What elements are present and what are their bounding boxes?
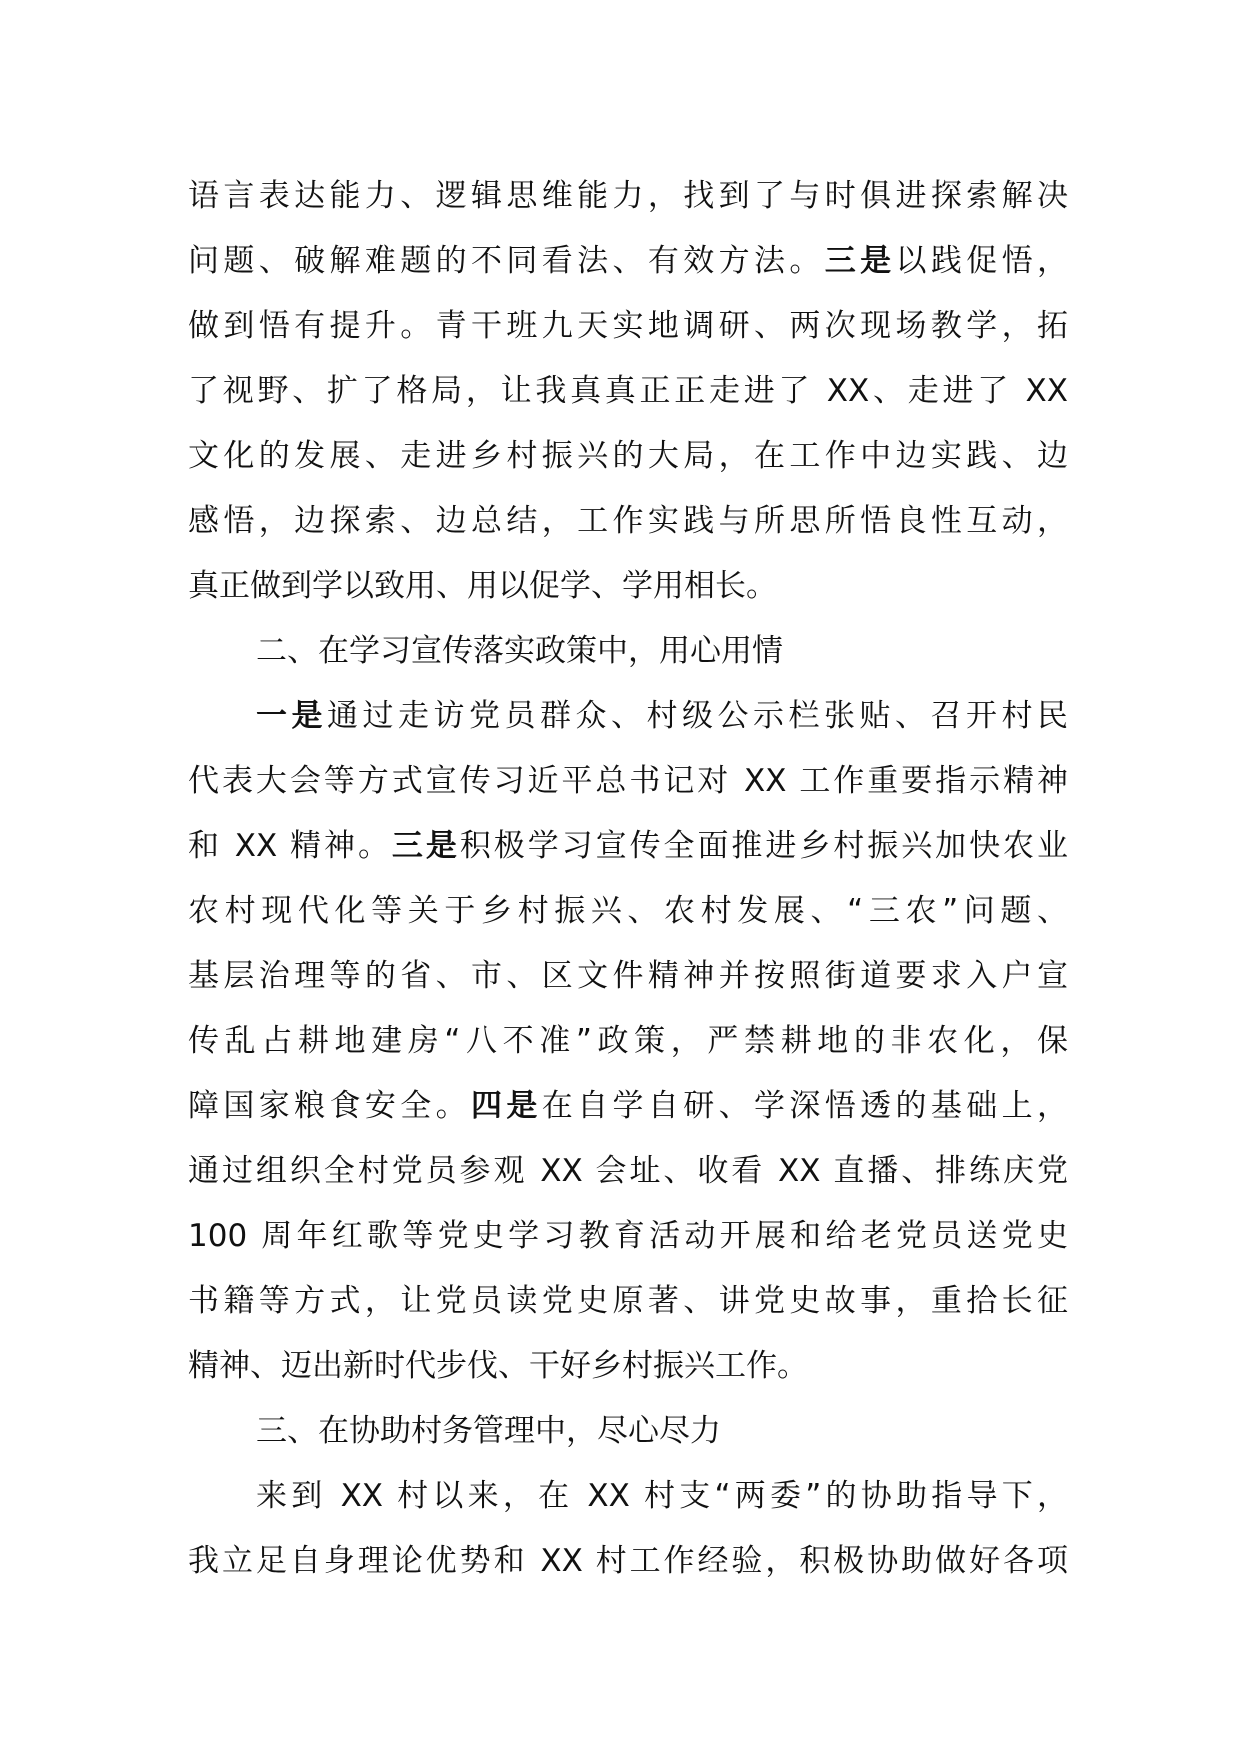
text-run: 传乱占耕地建房“八不准”政策，严禁耕地的非农化，保 xyxy=(188,1023,1068,1059)
text-run: 通过走访党员群众、村级公示栏张贴、召开村民 xyxy=(327,698,1068,734)
text-run: 我立足自身理论优势和 XX 村工作经验，积极协助做好各项 xyxy=(188,1543,1068,1579)
text-line xyxy=(188,359,1068,424)
text-run: 和 XX 精神。 xyxy=(188,828,392,864)
bold-lead-phrase: 三是 xyxy=(391,828,460,864)
text-line xyxy=(188,1139,1068,1204)
text-run: 了视野、扩了格局，让我真真正正走进了 XX、走进了 XX xyxy=(188,373,1068,409)
bold-lead-phrase: 三是 xyxy=(824,243,896,279)
text-run: 基层治理等的省、市、区文件精神并按照街道要求入户宣 xyxy=(188,958,1068,994)
text-line xyxy=(188,749,1068,814)
text-line xyxy=(188,554,1068,619)
text-line xyxy=(188,1399,1068,1464)
text-run: 精神、迈出新时代步伐、干好乡村振兴工作。 xyxy=(188,1348,808,1384)
text-run: 三、在协助村务管理中，尽心尽力 xyxy=(256,1413,721,1449)
text-run: 积极学习宣传全面推进乡村振兴加快农业 xyxy=(459,828,1069,864)
text-line xyxy=(188,619,1068,684)
text-line xyxy=(188,1529,1068,1594)
bold-lead-phrase: 一是 xyxy=(256,698,327,734)
bold-lead-phrase: 四是 xyxy=(471,1088,542,1124)
text-line xyxy=(188,229,1068,294)
text-line xyxy=(188,1009,1068,1074)
text-run: 100 周年红歌等党史学习教育活动开展和给老党员送党史 xyxy=(188,1218,1068,1254)
text-run: 做到悟有提升。青干班九天实地调研、两次现场教学，拓 xyxy=(188,308,1068,344)
text-run: 来到 XX 村以来，在 XX 村支“两委”的协助指导下， xyxy=(256,1478,1068,1514)
text-run: 文化的发展、走进乡村振兴的大局，在工作中边实践、边 xyxy=(188,438,1068,474)
text-run: 通过组织全村党员参观 XX 会址、收看 XX 直播、排练庆党 xyxy=(188,1153,1068,1189)
text-line xyxy=(188,489,1068,554)
text-run: 农村现代化等关于乡村振兴、农村发展、“三农”问题、 xyxy=(188,893,1068,929)
text-line xyxy=(188,294,1068,359)
text-line xyxy=(188,1464,1068,1529)
text-line xyxy=(188,684,1068,749)
text-line xyxy=(188,814,1068,879)
text-run: 在自学自研、学深悟透的基础上， xyxy=(541,1088,1068,1124)
text-run: 问题、破解难题的不同看法、有效方法。 xyxy=(188,243,825,279)
text-line xyxy=(188,1269,1068,1334)
text-line xyxy=(188,1074,1068,1139)
text-run: 障国家粮食安全。 xyxy=(188,1088,471,1124)
text-run: 二、在学习宣传落实政策中，用心用情 xyxy=(256,633,783,669)
text-line xyxy=(188,164,1068,229)
text-run: 书籍等方式，让党员读党史原著、讲党史故事，重拾长征 xyxy=(188,1283,1068,1319)
text-line xyxy=(188,879,1068,944)
text-run: 真正做到学以致用、用以促学、学用相长。 xyxy=(188,568,777,604)
text-line xyxy=(188,1204,1068,1269)
text-run: 感悟，边探索、边总结，工作实践与所思所悟良性互动， xyxy=(188,503,1068,539)
text-line xyxy=(188,944,1068,1009)
text-line xyxy=(188,1334,1068,1399)
body-text xyxy=(188,164,1068,1594)
text-run: 语言表达能力、逻辑思维能力，找到了与时俱进探索解决 xyxy=(188,178,1068,214)
text-run: 以践促悟， xyxy=(895,243,1068,279)
text-line xyxy=(188,424,1068,489)
text-run: 代表大会等方式宣传习近平总书记对 XX 工作重要指示精神 xyxy=(188,763,1068,799)
